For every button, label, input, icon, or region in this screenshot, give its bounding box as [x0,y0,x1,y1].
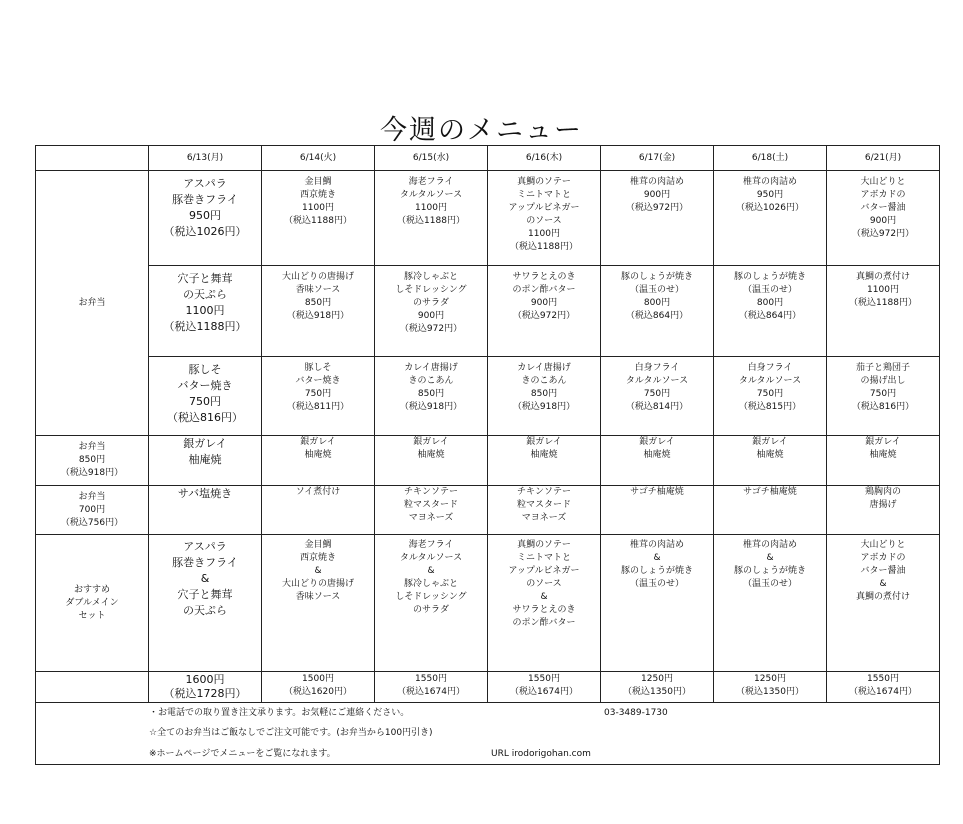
dish-name: 白身フライ タルタルソース [738,363,802,386]
footer-line1: ・お電話での取り置き注文承ります。お気軽にご連絡ください。 [149,708,410,718]
bento850-label: お弁当 850円 （税込918円） [36,436,149,486]
menu-item [149,357,261,429]
date-header: 6/17(金) [601,146,714,171]
double-set-price [601,672,714,703]
dish-a: 海老フライ タルタルソース [399,540,463,563]
double-set-cell [262,535,375,672]
dish-price: 1100円 （税込1188円） [397,203,465,226]
ampersand: & [879,579,887,589]
bento850-cell [488,436,601,486]
menu-item [714,266,826,326]
bento850-row [36,436,940,486]
double-set-cell [827,535,940,672]
dish-name: 真鯛のソテー ミニトマトと アップルビネガー のソース [508,177,580,226]
dish-a: 椎茸の肉詰め [629,540,684,550]
bento850-cell [375,436,488,486]
dish-a: 金目鯛 西京焼き [299,540,336,563]
dish-price: 900円 （税込972円） [625,190,689,213]
menu-item [827,357,939,417]
dish-price: 800円 （税込864円） [738,298,802,321]
double-set-price [827,672,940,703]
bento700-cell [149,486,262,535]
menu-item [714,171,826,218]
dish-price: 900円 （税込972円） [512,298,576,321]
price-text: 1250円 （税込1350円） [736,674,804,697]
dish-price: 750円 （税込815円） [738,389,802,412]
bento850-cell [714,436,827,486]
bento-cell [149,171,262,266]
dish-price: 900円 （税込972円） [399,311,463,334]
dish-name: 銀ガレイ 柚庵焼 [526,437,562,460]
dish-price: 1100円 （税込1188円） [510,229,578,252]
dish-price: 1100円 （税込1188円） [849,285,917,308]
menu-item [601,266,713,326]
dish-name: 豚のしょうが焼き （温玉のせ） [733,272,806,295]
double-price-label-cell [36,672,149,703]
dish-name: カレイ唐揚げ きのこあん [404,363,458,386]
price-text: 1250円 （税込1350円） [623,674,691,697]
double-set-item [488,535,600,636]
dish-b: 真鯛の煮付け [855,592,910,602]
footer-line2: ☆全てのお弁当はご飯なしでご注文可能です。(お弁当から100円引き) [149,728,433,738]
date-header-row [36,146,940,171]
dish-price: 900円 （税込972円） [851,216,915,239]
dish-name: 豚のしょうが焼き （温玉のせ） [620,272,693,295]
double-set-cell [488,535,601,672]
menu-item [488,266,600,326]
price-text: 1550円 （税込1674円） [397,674,465,697]
bento-cell [488,357,601,436]
double-set-cell [375,535,488,672]
bento-cell [375,171,488,266]
page-title: 今週のメニュー [380,115,583,146]
bento-cell [601,357,714,436]
bento-cell [714,266,827,357]
date-header: 6/16(木) [488,146,601,171]
bento-cell [488,171,601,266]
menu-item [601,357,713,417]
menu-item [375,171,487,231]
double-set-item [262,535,374,610]
menu-item [262,171,374,231]
double-set-price [149,672,262,703]
dish-name: サバ塩焼き [177,487,233,500]
double-set-price [262,672,375,703]
dish-price: 950円 （税込1026円） [163,209,247,238]
bento-cell [714,171,827,266]
dish-b: 大山どりの唐揚げ 香味ソース [281,579,354,602]
dish-price: 850円 （税込918円） [399,389,463,412]
dish-b: 豚のしょうが焼き （温玉のせ） [620,566,693,589]
dish-name: 銀ガレイ 柚庵焼 [300,437,336,460]
menu-item [601,171,713,218]
dish-b: 豚のしょうが焼き （温玉のせ） [733,566,806,589]
menu-item [827,266,939,313]
dish-price: 750円 （税込816円） [167,395,243,424]
bento-cell [375,357,488,436]
double-set-row [36,535,940,672]
price-text: 1500円 （税込1620円） [284,674,352,697]
bento700-cell [375,486,488,535]
bento850-cell [262,436,375,486]
dish-price: 950円 （税込1026円） [736,190,804,213]
bento-cell [827,357,940,436]
dish-price: 800円 （税込864円） [625,298,689,321]
bento-cell [262,266,375,357]
ampersand: & [314,566,322,576]
ampersand: & [766,553,774,563]
double-set-price [488,672,601,703]
dish-price: 850円 （税込918円） [286,298,350,321]
dish-name: 真鯛の煮付け [855,272,910,282]
corner-cell [36,146,149,171]
menu-item [714,357,826,417]
dish-name: 鶏胸肉の 唐揚げ [864,487,901,510]
dish-name: サゴチ柚庵焼 [630,487,684,497]
bento850-cell [827,436,940,486]
date-header: 6/18(土) [714,146,827,171]
dish-name: 海老フライ タルタルソース [399,177,463,200]
dish-price: 1100円 （税込1188円） [163,304,247,333]
menu-item [375,266,487,339]
price-text: 1550円 （税込1674円） [849,674,917,697]
dish-a: 大山どりと アボカドの バター醤油 [860,540,906,576]
dish-name: 銀ガレイ 柚庵焼 [752,437,788,460]
menu-item [488,171,600,257]
dish-name: 銀ガレイ 柚庵焼 [183,437,227,466]
menu-item [375,357,487,417]
bento700-cell [827,486,940,535]
bento700-cell [262,486,375,535]
footer-line3: ※ホームページでメニューをご覧になれます。 [149,749,336,759]
bento700-row [36,486,940,535]
menu-item [488,357,600,417]
double-set-cell [601,535,714,672]
dish-b: 豚冷しゃぶと しそドレッシング のサラダ [395,579,467,615]
bento-cell [714,357,827,436]
ampersand: & [200,572,210,585]
bento-row [36,266,940,357]
menu-item [262,266,374,326]
dish-b: サワラとえのき のポン酢バター [512,605,576,628]
bento-cell [488,266,601,357]
menu-table [35,145,940,765]
double-set-item [375,535,487,623]
double-set-cell [149,535,262,672]
dish-name: 金目鯛 西京焼き [299,177,336,200]
dish-a: 真鯛のソテー ミニトマトと アップルビネガー のソース [508,540,580,589]
bento850-cell [149,436,262,486]
bento700-cell [714,486,827,535]
bento-cell [262,357,375,436]
dish-name: 銀ガレイ 柚庵焼 [413,437,449,460]
dish-name: チキンソテー 粒マスタード マヨネーズ [403,487,458,523]
dish-name: 穴子と舞茸 の天ぷら [177,272,233,301]
dish-name: カレイ唐揚げ きのこあん [517,363,571,386]
dish-name: 銀ガレイ 柚庵焼 [639,437,675,460]
menu-item [149,266,261,338]
bento-cell [601,266,714,357]
footer-row [36,703,940,765]
bento-cell [827,266,940,357]
menu-item [262,357,374,417]
double-set-cell [714,535,827,672]
double-set-item [149,535,261,625]
double-set-price [714,672,827,703]
dish-name: 銀ガレイ 柚庵焼 [865,437,901,460]
double-set-label: おすすめ ダブルメイン セット [36,535,149,672]
price-text: 1600円 （税込1728円） [163,673,247,700]
double-set-price-row [36,672,940,703]
date-header: 6/15(水) [375,146,488,171]
ampersand: & [653,553,661,563]
dish-price: 1100円 （税込1188円） [284,203,352,226]
dish-name: 白身フライ タルタルソース [625,363,689,386]
menu-item [149,171,261,243]
bento700-cell [488,486,601,535]
dish-name: 大山どりと アボカドの バター醤油 [860,177,906,213]
dish-name: 豚しそ バター焼き [177,363,233,392]
bento850-cell [601,436,714,486]
dish-name: 豚冷しゃぶと しそドレッシング のサラダ [395,272,467,308]
dish-name: 豚しそ バター焼き [295,363,341,386]
dish-name: アスパラ 豚巻きフライ [172,177,238,206]
double-set-price [375,672,488,703]
bento-cell [827,171,940,266]
double-set-item [601,535,713,597]
bento-cell [375,266,488,357]
dish-name: チキンソテー 粒マスタード マヨネーズ [516,487,571,523]
date-header: 6/21(月) [827,146,940,171]
dish-name: 椎茸の肉詰め [742,177,797,187]
dish-price: 750円 （税込811円） [286,389,350,412]
bento700-cell [601,486,714,535]
dish-price: 850円 （税込918円） [512,389,576,412]
price-text: 1550円 （税込1674円） [510,674,578,697]
double-set-item [714,535,826,597]
bento-cell [149,357,262,436]
double-set-item [827,535,939,610]
bento-cell [149,266,262,357]
dish-price: 750円 （税込816円） [851,389,915,412]
dish-name: 茄子と鶏団子 の揚げ出し [855,363,910,386]
dish-name: サワラとえのき のポン酢バター [512,272,576,295]
dish-name: 大山どりの唐揚げ 香味ソース [281,272,354,295]
footer-phone: 03-3489-1730 [604,708,668,718]
dish-price: 750円 （税込814円） [625,389,689,412]
date-header: 6/14(火) [262,146,375,171]
bento-cell [601,171,714,266]
dish-b: 穴子と舞茸 の天ぷら [177,588,233,617]
date-header: 6/13(月) [149,146,262,171]
dish-name: サゴチ柚庵焼 [743,487,797,497]
dish-name: ソイ煮付け [295,487,341,497]
footer-url: URL irodorigohan.com [491,749,591,759]
menu-item [827,171,939,244]
bento-label: お弁当 [36,171,149,436]
ampersand: & [540,592,548,602]
bento-row [36,171,940,266]
dish-a: 椎茸の肉詰め [742,540,797,550]
footer-cell [36,703,940,765]
dish-name: 椎茸の肉詰め [629,177,684,187]
bento-cell [262,171,375,266]
bento700-label: お弁当 700円 （税込756円） [36,486,149,535]
dish-a: アスパラ 豚巻きフライ [172,540,238,569]
ampersand: & [427,566,435,576]
bento-row [36,357,940,436]
